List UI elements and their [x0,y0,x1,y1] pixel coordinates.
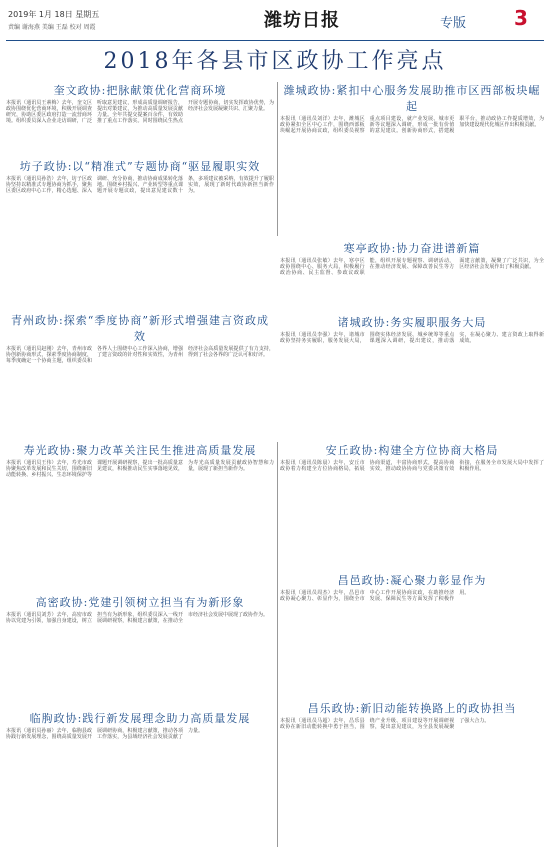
article-changle [280,700,544,847]
article-body: 本报讯（通讯员赵刚）去年，青州市政协创新协商形式，探索季度协商制度，每季度确定一个协商主题，组织委员和各界人士围绕中心工作深入协商，增强了建言资政的针对性和实效性，为青州经济社会高质量发展提供了有力支持，得到了社会各界的广泛认可和好评。 [6,346,274,364]
article-title: 奎文政协:把脉献策优化营商环境 [53,84,227,97]
article-gaomi [6,594,274,706]
section-label [440,6,540,34]
page-header [0,0,550,40]
article-qingzhou [6,312,274,438]
article-weicheng [280,82,544,236]
article-linqu [6,710,274,847]
article-title: 青州政协:探索“季度协商”新形式增强建言资政成效 [11,314,269,343]
column-divider [277,82,278,236]
article-title: 潍城政协:紧扣中心服务发展助推市区西部板块崛起 [283,84,541,113]
article-body: 本报讯（通讯员王素梅）去年，奎文区政协围绕优化营商环境，积极开展调查研究，协助区委区政府打造一流营商环境。组织委员深入企业走访调研，广泛听取意见建议，形成高质量调研报告，提出对策建议，为推动高质量发展贡献力量。全年共提交提案百余件，有效助推了重点工作落实。同时围绕民生热点开展专题协商，切实发挥政协优势，为经济社会发展凝聚共识、汇聚力量。 [6,100,274,124]
article-title: 昌邑政协:凝心聚力彰显作为 [337,574,487,587]
article-zhucheng [280,314,544,438]
newspaper-logo: 潍坊日报 [264,10,340,31]
article-body: 本报讯（通讯员王伟）去年，寿光市政协聚焦改革发展和民生关切，围绕新旧动能转换、乡村振兴、生态环境保护等课题开展调研视察，提出一批高质量意见建议，积极推动民生实事落地见效，为寿光高质量发展贡献政协智慧和力量，展现了新担当新作为。 [6,460,274,478]
article-fangzi [6,158,274,308]
article-body: 本报讯（通讯员李强）去年，诸城市政协坚持务实履职，服务发展大局，围绕实体经济发展、城乡统筹等重点课题深入调研，提出建议，推动落实，在凝心聚力、建言资政上取得新成效。 [280,332,544,344]
article-title: 高密政协:党建引领树立担当有为新形象 [35,596,245,609]
article-changyi [280,572,544,696]
article-body: 本报讯（通讯员孙丽）去年，临朐县政协践行新发展理念，围绕高质量发展开展调研协商，积极建言献策，推动各项工作落实，为县域经济社会发展贡献了力量。 [6,728,204,740]
article-title: 临朐政协:践行新发展理念助力高质量发展 [29,712,251,725]
section-tag: 专版 [440,16,467,31]
article-shouguang [6,442,274,590]
article-title: 寿光政协:聚力改革关注民生推进高质量发展 [23,444,257,457]
article-title: 昌乐政协:新旧动能转换路上的政协担当 [307,702,517,715]
article-body: 本报讯（通讯员刘洋）去年，潍城区政协紧扣全区中心工作，围绕西部板块崛起开展协商议政，组织委员视察重点项目建设，就产业发展、城市更新等议题深入调研，形成一批有价值的意见建议。创新协商形式，搭建履职平台，推动政协工作提质增效，为加快建设现代化城区作出积极贡献。 [280,116,544,134]
article-body: 本报讯（通讯员刘芳）去年，高密市政协以党建为引领，加强自身建设，树立担当有为新形象，组织委员深入一线开展调研视察，积极建言献策，在推动全市经济社会发展中展现了政协作为。 [6,612,269,624]
article-anqiu [280,442,544,568]
issue-date: 2019年 1月 18日 星期五 [8,10,100,19]
article-body: 本报讯（通讯员孙浩）去年，坊子区政协坚持以精准式专题协商为抓手，聚焦区委区政府中心工作，精心选题、深入调研、充分协商，推动协商成果转化落地。围绕乡村振兴、产业转型等重点课题开展专题议政，提出意见建议数十条，多项建议被采纳，有效提升了履职实效，展现了新时代政协新担当新作为。 [6,176,274,194]
page-number: 3 [514,6,528,30]
column-divider [277,442,278,847]
article-title: 诸城政协:务实履职服务大局 [337,316,487,329]
editor-line: 责编 谢海燕 美编 王磊 校对 周霞 [8,24,96,31]
article-body: 本报讯（通讯员张敏）去年，寒亭区政协围绕中心、服务大局，积极履行政治协商、民主监督、参政议政职能，组织开展专题视察、调研活动，在推动经济发展、保障改善民生等方面建言献策，凝聚了广泛共识，为全区经济社会发展作出了积极贡献。 [280,258,544,276]
main-title: 2018年各县市区政协工作亮点 [103,49,447,74]
header-rule [6,40,544,41]
article-title: 坊子政协:以“精准式”专题协商“驱显履职实效 [19,160,261,173]
article-body: 本报讯（通讯员周杰）去年，昌邑市政协凝心聚力、彰显作为，围绕全市中心工作开展协商议政，在助推经济发展、保障民生等方面发挥了积极作用。 [280,590,470,602]
article-hanting [280,240,544,310]
article-body: 本报讯（通讯员陈晨）去年，安丘市政协着力构建全方位协商格局，拓展协商渠道，丰富协商形式，提高协商实效，推动政协协商与党委决策有效衔接，在服务全市发展大局中发挥了积极作用。 [280,460,544,472]
article-body: 本报讯（通讯员马超）去年，昌乐县政协在新旧动能转换中勇于担当，围绕产业升级、项目建设等开展调研视察，提出意见建议，为全县发展凝聚了强大合力。 [280,718,490,730]
article-title: 安丘政协:构建全方位协商大格局 [325,444,499,457]
article-title: 寒亭政协:协力奋进谱新篇 [343,242,481,255]
article-kuiwen [6,82,274,154]
